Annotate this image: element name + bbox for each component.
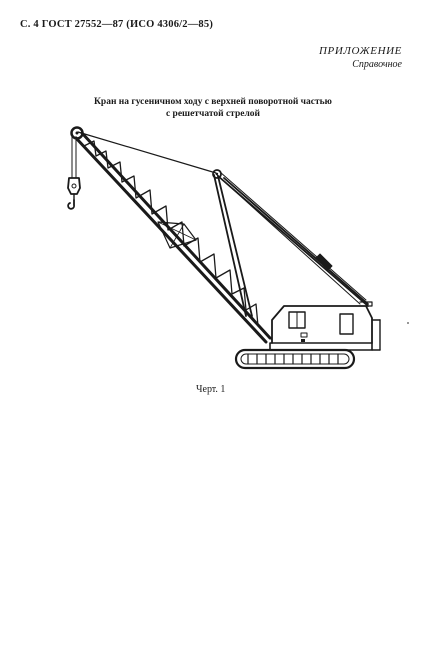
appendix-label [319, 45, 402, 70]
crawler-track [236, 350, 354, 368]
lattice-boom [76, 133, 272, 342]
figure-title-line-2: с решетчатой стрелой [165, 108, 261, 119]
page-header: С. 4 ГОСТ 27552—87 (ИСО 4306/2—85) [20, 19, 214, 30]
figure-caption: Черт. 1 [196, 384, 226, 395]
figure-title-line-1: Кран на гусеничном ходу с верхней поворотной частью [94, 97, 332, 107]
figure-title [0, 97, 426, 120]
hook-block [68, 178, 80, 200]
gantry-frame [214, 175, 368, 316]
hoist-rope [72, 134, 76, 178]
crane-hook-icon [68, 200, 74, 209]
crawler-crane-drawing [58, 120, 390, 382]
side-window [340, 314, 353, 334]
appendix-title: ПРИЛОЖЕНИЕ [319, 45, 402, 57]
margin-mark [407, 322, 409, 324]
appendix-subtitle: Справочное [352, 59, 402, 70]
